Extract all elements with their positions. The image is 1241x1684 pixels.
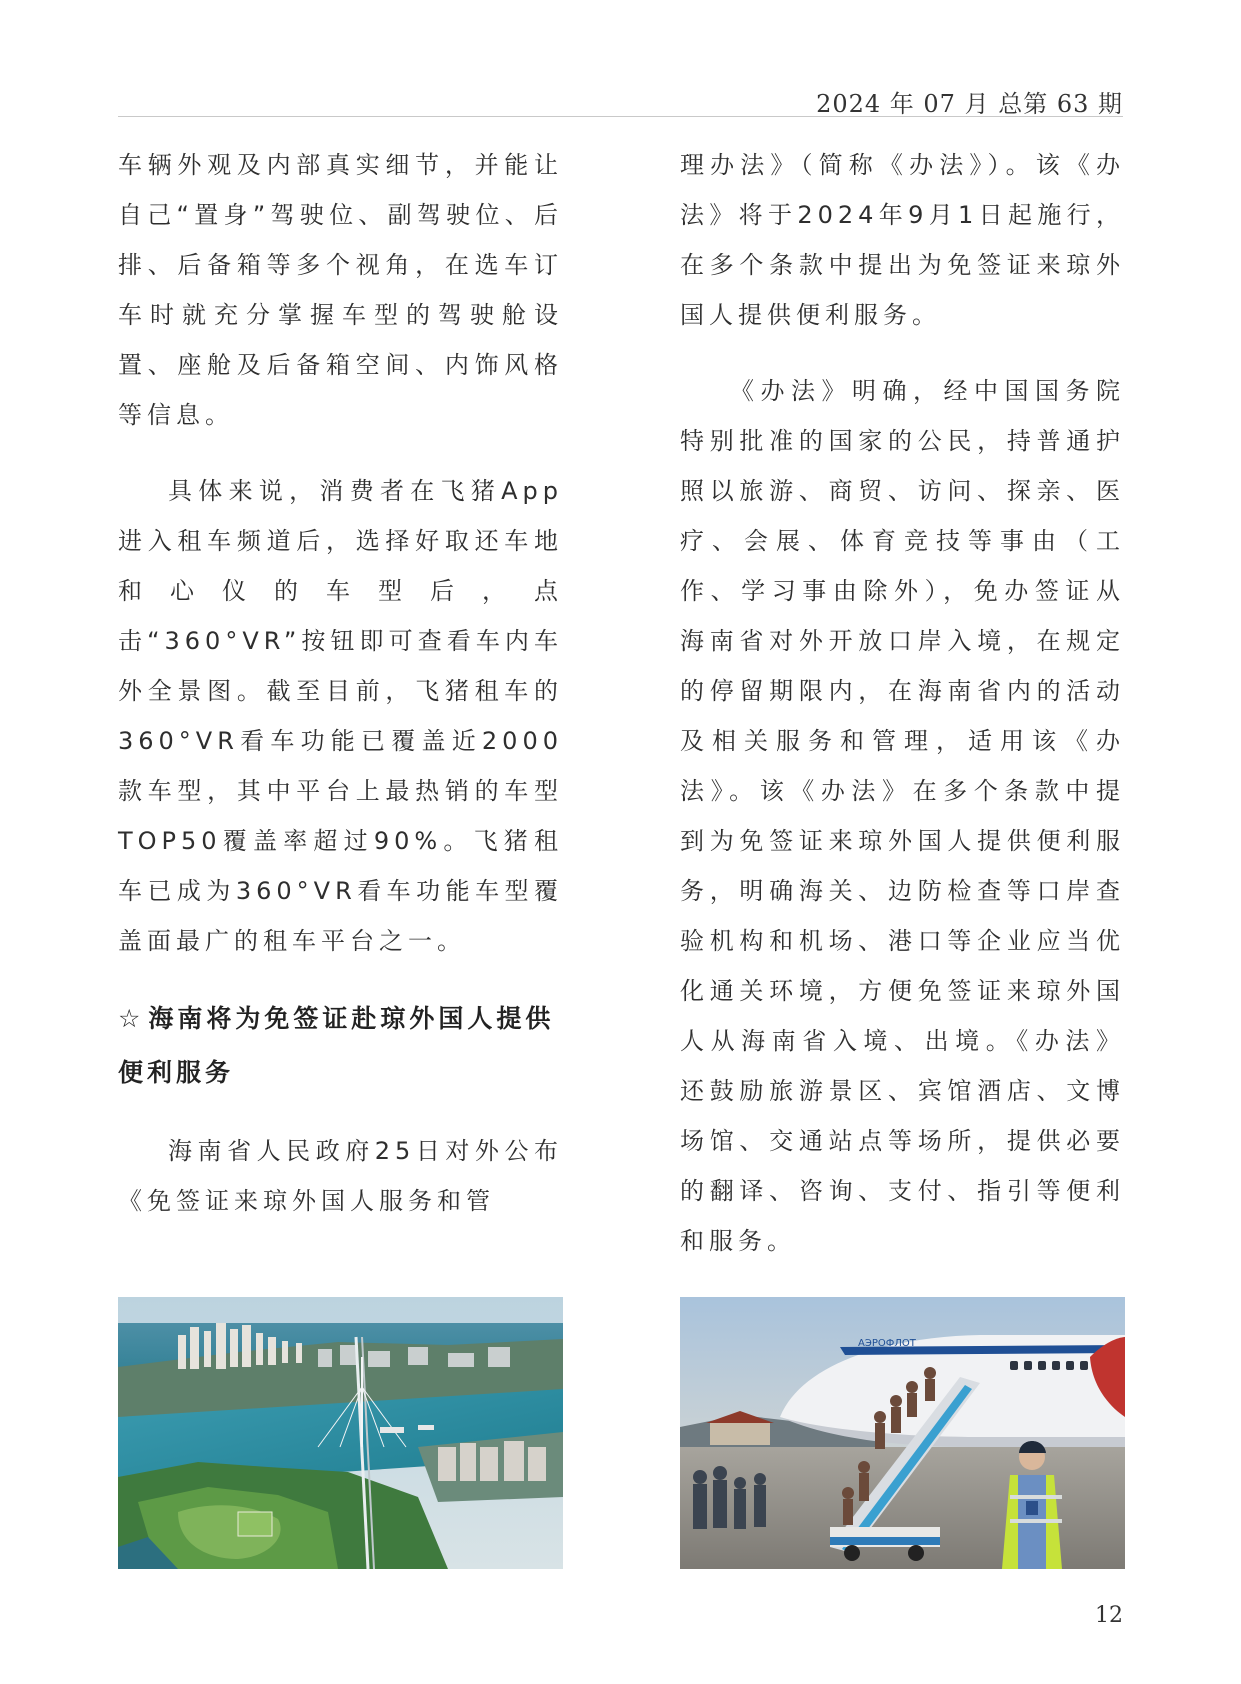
haikou-aerial-photo [118, 1297, 563, 1569]
right-column [680, 140, 1125, 1266]
subheading-text: 海南将为免签证赴琼外国人提供便利服务 [118, 1004, 555, 1087]
aircraft-logo-text: АЭРОФЛОТ [858, 1338, 916, 1349]
header-divider [118, 116, 1123, 117]
left-paragraph-3: 海南省人民政府25日对外公布《免签证来琼外国人服务和管 [118, 1137, 563, 1215]
left-paragraph-2: 具体来说，消费者在飞猪App进入租车频道后，选择好取还车地和心仪的车型后，点击“360°VR”按钮即可查看车内车外全景图。截至目前，飞猪租车的360°VR看车功能已覆盖近2000款车型，其中平台上最热销的车型TOP50覆盖率超过90%。飞猪租车已成为360°VR看车功能车型覆盖面最广的租车平台之一。 [118, 477, 563, 955]
section-subheading [118, 992, 563, 1100]
star-icon: ☆ [118, 1004, 145, 1033]
left-paragraph-1: 车辆外观及内部真实细节，并能让自己“置身”驾驶位、副驾驶位、后排、后备箱等多个视角，在选车订车时就充分掌握车型的驾驶舱设置、座舱及后备箱空间、内饰风格等信息。 [118, 151, 563, 429]
issue-header: 2024 年 07 月 总第 63 期 [816, 90, 1123, 118]
left-column [118, 140, 563, 1226]
right-paragraph-1: 理办法》（简称《办法》）。该《办法》将于2024年9月1日起施行，在多个条款中提出为免签证来琼外国人提供便利服务。 [680, 151, 1125, 329]
airport-arrival-photo [680, 1297, 1125, 1569]
right-paragraph-2: 《办法》明确，经中国国务院特别批准的国家的公民，持普通护照以旅游、商贸、访问、探亲、医疗、会展、体育竞技等事由（工作、学习事由除外），免办签证从海南省对外开放口岸入境，在规定的停留期限内，在海南省内的活动及相关服务和管理，适用该《办法》。该《办法》在多个条款中提到为免签证来琼外国人提供便利服务，明确海关、边防检查等口岸查验机构和机场、港口等企业应当优化通关环境，方便免签证来琼外国人从海南省入境、出境。《办法》还鼓励旅游景区、宾馆酒店、文博场馆、交通站点等场所，提供必要的翻译、咨询、支付、指引等便利和服务。 [680, 377, 1125, 1255]
page-number: 12 [1095, 1603, 1123, 1628]
